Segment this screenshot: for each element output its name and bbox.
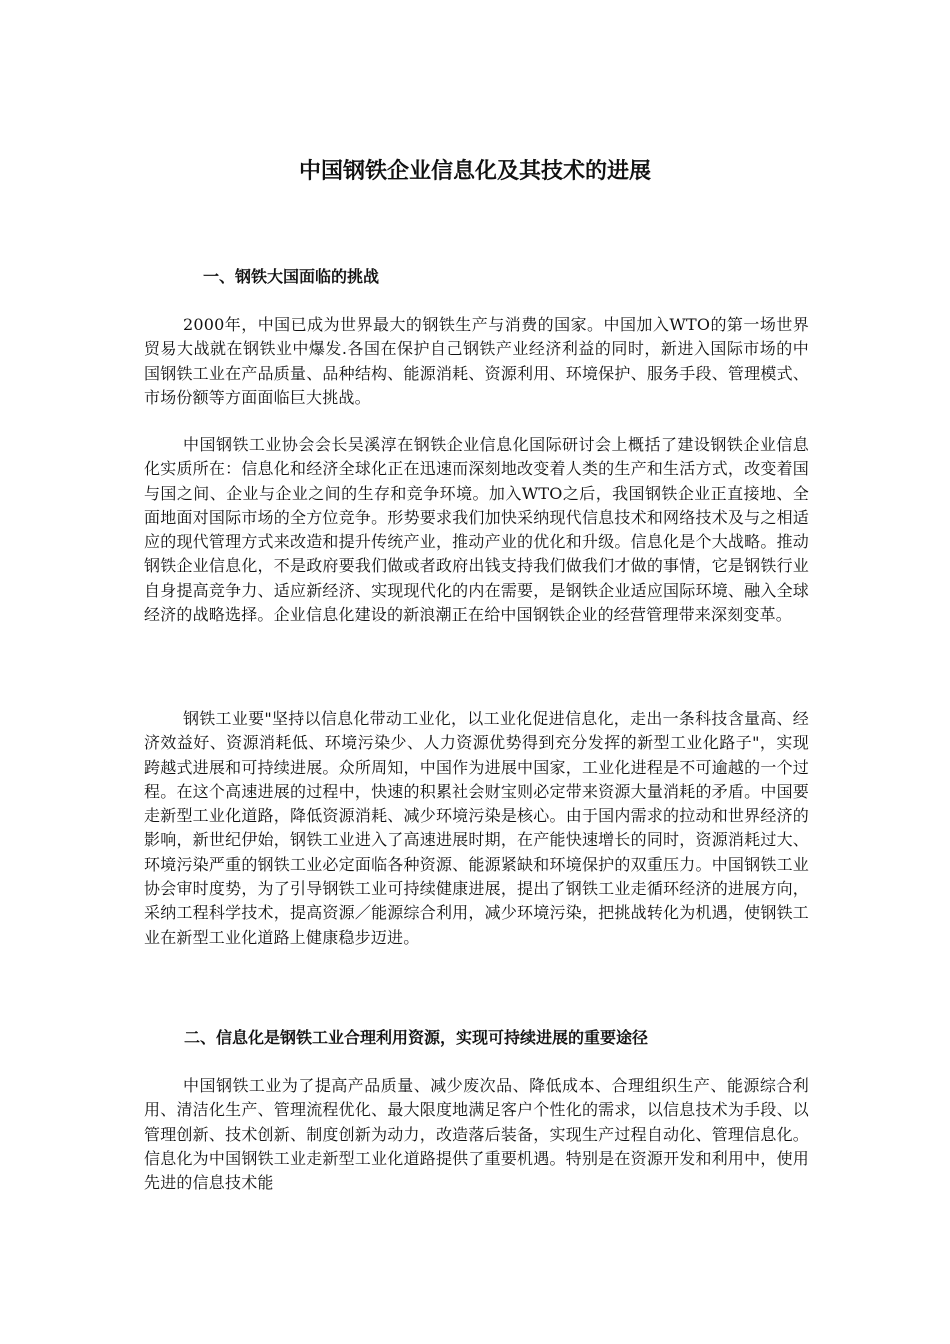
section-2-paragraph-1: 中国钢铁工业为了提高产品质量、减少废次品、降低成本、合理组织生产、能源综合利用、清洁化生产、管理流程优化、最大限度地满足客户个性化的需求，以信息技术为手段、以管理创新、技术创新、制度创新为动力，改造落后装备，实现生产过程自动化、管理信息化。信息化为中国钢铁工业走新型工业化道路提供了重要机遇。特别是在资源开发和利用中，使用先进的信息技术能 <box>144 1076 809 1193</box>
section-1-paragraph-2: 中国钢铁工业协会会长吴溪淳在钢铁企业信息化国际研讨会上概括了建设钢铁企业信息化实质所在：信息化和经济全球化正在迅速而深刻地改变着人类的生产和生活方式，改变着国与国之间、企业与企业之间的生存和竞争环境。加入WTO之后，我国钢铁企业正直接地、全面地面对国际市场的全方位竞争。形势要求我们加快采纳现代信息技术和网络技术及与之相适应的现代管理方式来改造和提升传统产业，推动产业的优化和升级。信息化是个大战略。推动钢铁企业信息化，不是政府要我们做或者政府出钱支持我们做我们才做的事情，它是钢铁行业自身提高竞争力、适应新经济、实现现代化的内在需要，是钢铁企业适应国际环境、融入全球经济的战略选择。企业信息化建设的新浪潮正在给中国钢铁企业的经营管理带来深刻变革。 <box>144 435 809 625</box>
section-1-paragraph-3: 钢铁工业要"坚持以信息化带动工业化，以工业化促进信息化，走出一条科技含量高、经济效益好、资源消耗低、环境污染少、人力资源优势得到充分发挥的新型工业化路子"，实现跨越式进展和可持续进展。众所周知，中国作为进展中国家，工业化进程是不可逾越的一个过程。在这个高速进展的过程中，快速的积累社会财宝则必定带来资源大量消耗的矛盾。中国要走新型工业化道路，降低资源消耗、减少环境污染是核心。由于国内需求的拉动和世界经济的影响，新世纪伊始，钢铁工业进入了高速进展时期，在产能快速增长的同时，资源消耗过大、环境污染严重的钢铁工业必定面临各种资源、能源紧缺和环境保护的双重压力。中国钢铁工业协会审时度势，为了引导钢铁工业可持续健康进展，提出了钢铁工业走循环经济的进展方向，采纳工程科学技术，提高资源／能源综合利用，减少环境污染，把挑战转化为机遇，使钢铁工业在新型工业化道路上健康稳步迈进。 <box>144 709 809 947</box>
document-title: 中国钢铁企业信息化及其技术的进展 <box>298 159 651 184</box>
section-heading-1: 一、钢铁大国面临的挑战 <box>203 267 380 286</box>
section-1-paragraph-1: 2000年，中国已成为世界最大的钢铁生产与消费的国家。中国加入WTO的第一场世界贸易大战就在钢铁业中爆发.各国在保护自己钢铁产业经济利益的同时，新进入国际市场的中国钢铁工业在产品质量、品种结构、能源消耗、资源利用、环境保护、服务手段、管理模式、市场份额等方面面临巨大挑战。 <box>144 315 809 407</box>
section-heading-2: 二、信息化是钢铁工业合理利用资源，实现可持续进展的重要途径 <box>184 1028 649 1047</box>
